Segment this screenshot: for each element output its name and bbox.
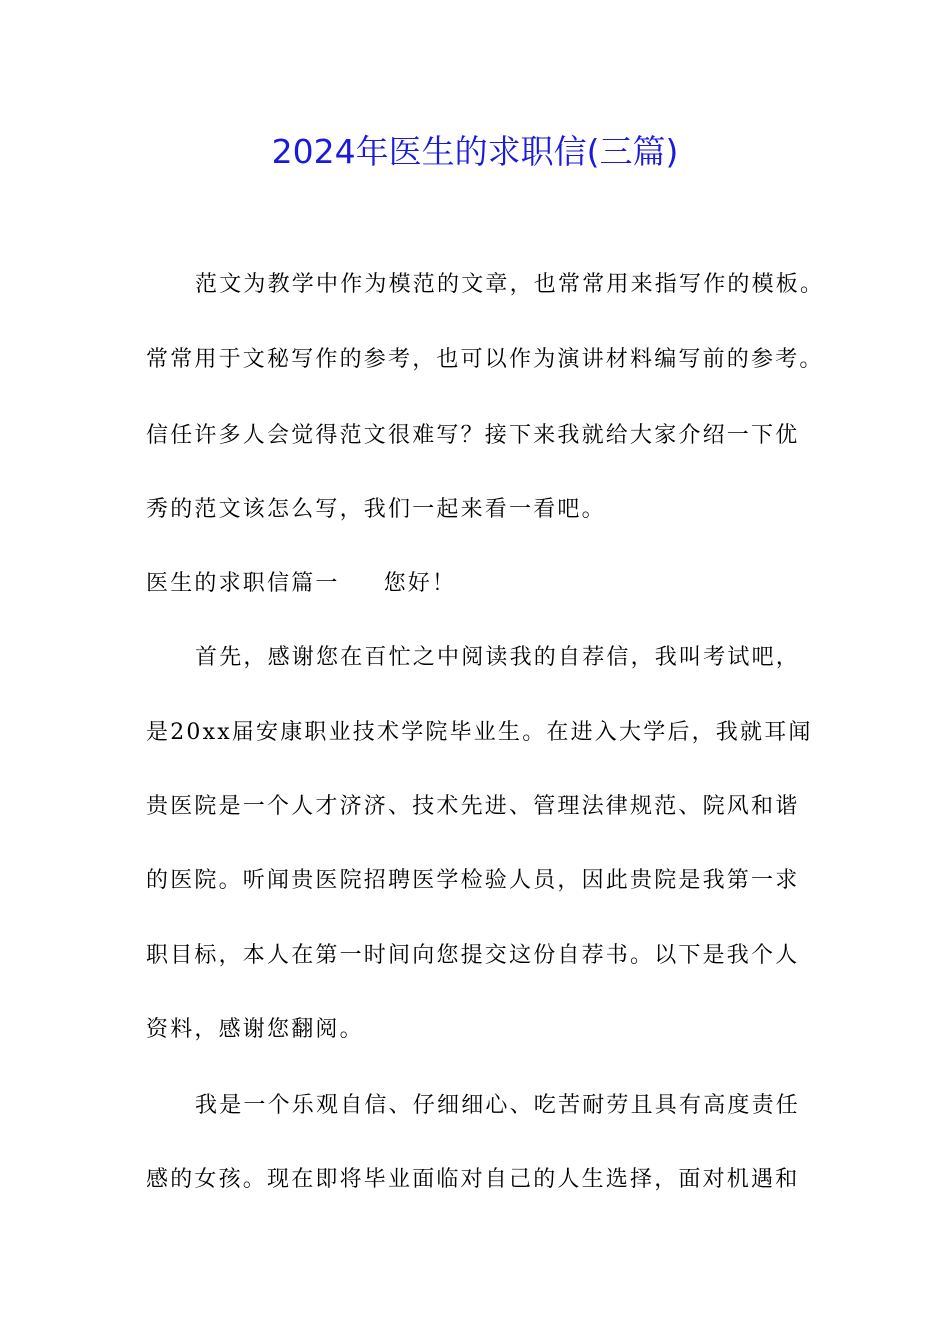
paragraph-line: 秀的范文该怎么写，我们一起来看一看吧。 [146,497,606,522]
paragraph-line: 贵医院是一个人才济济、技术先进、管理法律规范、院风和谐 [146,794,800,819]
paragraph-line: 感的女孩。现在即将毕业面临对自己的人生选择，面对机遇和 [146,1167,800,1192]
section-heading-line [146,569,456,599]
paragraph-line: 信任许多人会觉得范文很难写？接下来我就给大家介绍一下优 [146,423,800,448]
paragraph-line: 首先，感谢您在百忙之中阅读我的自荐信，我叫考试吧， [195,645,801,670]
paragraph-line: 资料，感谢您翻阅。 [146,1017,364,1042]
section-heading: 医生的求职信篇一 [146,571,340,596]
paragraph-line: 我是一个乐观自信、仔细细心、吃苦耐劳且具有高度责任 [195,1093,801,1118]
paragraph-line: 常常用于文秘写作的参考，也可以作为演讲材料编写前的参考。 [146,347,824,372]
salutation: 您好！ [383,571,457,596]
document-title: 2024年医生的求职信(三篇) [271,132,679,171]
paragraph-line: 的医院。听闻贵医院招聘医学检验人员，因此贵院是我第一求 [146,868,800,893]
paragraph-line: 职目标，本人在第一时间向您提交这份自荐书。以下是我个人 [146,943,800,968]
paragraph-line: 范文为教学中作为模范的文章，也常常用来指写作的模板。 [195,272,825,297]
paragraph-line: 是20xx届安康职业技术学院毕业生。在进入大学后，我就耳闻 [146,720,813,745]
